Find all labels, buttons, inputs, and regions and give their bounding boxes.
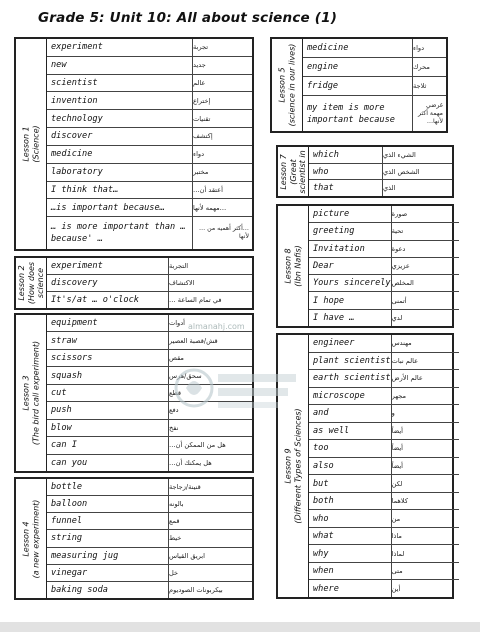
lesson-label-line: (Science): [31, 125, 40, 163]
english-word: squash: [51, 370, 83, 381]
vocab-row: [47, 548, 252, 565]
vocab-row: [47, 420, 252, 437]
english-word: engineer: [313, 338, 355, 349]
vocab-row: [47, 530, 252, 547]
vocab-row: [47, 367, 252, 384]
english-word: when: [313, 566, 334, 577]
english-word: cut: [51, 387, 67, 398]
lesson-label-line: Lesson 2: [16, 265, 26, 301]
lesson-2-table: [14, 256, 254, 310]
vocab-row: [309, 493, 459, 511]
vocab-row: [309, 180, 452, 196]
english-word: new: [51, 60, 67, 71]
vocab-row: [303, 58, 446, 77]
arabic-translation: من: [391, 510, 459, 527]
english-word: experiment: [51, 42, 103, 53]
arabic-translation: لكن: [391, 475, 459, 492]
lesson-label: [22, 341, 41, 445]
english-word: Yours sincerely: [313, 278, 391, 289]
vocab-row: [47, 217, 252, 249]
arabic-translation: تجربة: [192, 39, 252, 56]
english-word: Invitation: [313, 243, 365, 254]
vocab-row: [47, 350, 252, 367]
lesson-4-table: [14, 477, 254, 600]
vocab-row: [47, 164, 252, 182]
english-word: invention: [51, 95, 98, 106]
arabic-translation: غرضي مهمة أكثر لأنها…: [412, 96, 446, 131]
vocab-row: [47, 496, 252, 513]
arabic-translation: هل من الممكن أن…: [168, 437, 252, 453]
english-word: also: [313, 460, 334, 471]
vocab-row: [309, 241, 459, 258]
english-word: that: [313, 183, 334, 194]
arabic-translation: و: [391, 405, 459, 422]
arabic-translation: أيضاً: [391, 458, 459, 475]
vocab-row: [47, 182, 252, 200]
english-word: picture: [313, 209, 350, 220]
arabic-translation: ابريق القياس: [168, 548, 252, 564]
arabic-translation: مهندس: [391, 335, 459, 352]
arabic-translation: قطع: [168, 385, 252, 401]
english-word: I hope: [313, 295, 345, 306]
lesson-label: [17, 262, 46, 304]
arabic-translation: متى: [391, 563, 459, 580]
english-word: medicine: [51, 149, 93, 160]
english-word: can you: [51, 457, 88, 468]
arabic-translation: الاكتشاف: [168, 275, 252, 291]
lesson-label-line: (Different Types of Sciences): [293, 408, 302, 524]
arabic-translation: ثلاجة: [412, 77, 446, 95]
lesson-label-cell: [16, 39, 47, 249]
arabic-translation: الذي: [382, 180, 452, 196]
english-word: string: [51, 533, 83, 544]
vocab-row: [47, 455, 252, 471]
english-word: discover: [51, 131, 93, 142]
vocab-row: [309, 223, 459, 240]
lesson-7-table: [276, 145, 454, 198]
english-word: bottle: [51, 482, 83, 493]
vocab-row: [309, 335, 459, 353]
english-word: what: [313, 531, 334, 542]
vocab-row: [47, 110, 252, 128]
english-word: where: [313, 583, 339, 594]
lesson-label-line: Lesson 7: [278, 153, 288, 190]
arabic-translation: بالونه: [168, 496, 252, 512]
arabic-translation: دواء: [412, 39, 446, 57]
lesson-label-line: (The bird call experiment): [31, 340, 40, 446]
arabic-translation: الشيء الذي: [382, 147, 452, 163]
arabic-translation: عالم نبات: [391, 353, 459, 370]
english-word: straw: [51, 335, 77, 346]
english-word: who: [313, 166, 329, 177]
lesson-label-line: (science in our lives): [287, 43, 296, 127]
english-word: experiment: [51, 261, 103, 271]
english-word: scissors: [51, 353, 93, 364]
lesson-label: [284, 245, 303, 287]
vocab-row: [47, 258, 252, 275]
english-word: plant scientist: [313, 355, 391, 366]
vocab-row: [309, 258, 459, 275]
vocab-row: [47, 128, 252, 146]
english-word: engine: [307, 62, 339, 73]
arabic-translation: ماذا: [391, 528, 459, 545]
vocab-row: [309, 528, 459, 546]
lesson-label-cell: [272, 39, 303, 131]
vocab-rows: [309, 335, 459, 597]
english-word: microscope: [313, 390, 365, 401]
watermark-text: almanahj.com: [188, 322, 245, 331]
vocab-row: [309, 563, 459, 581]
english-word: earth scientist: [313, 373, 391, 384]
lesson-label: [22, 499, 41, 578]
footer-bar: [0, 622, 480, 632]
vocab-rows: [47, 39, 252, 249]
vocab-row: [309, 388, 459, 406]
vocab-row: [309, 405, 459, 423]
arabic-translation: أيضاً: [391, 423, 459, 440]
lesson-label-line: Lesson 1: [21, 126, 31, 162]
english-word: fridge: [307, 81, 339, 92]
arabic-translation: المخلص: [391, 275, 459, 291]
arabic-translation: هل يمكنك أن…: [168, 455, 252, 471]
lesson-label-line: Lesson 5: [277, 67, 287, 103]
vocab-row: [47, 275, 252, 292]
english-word: It's/at … o'clock: [51, 295, 139, 305]
arabic-translation: دعوة: [391, 241, 459, 257]
english-word: blow: [51, 422, 72, 433]
english-word: both: [313, 496, 334, 507]
vocab-row: [309, 206, 459, 223]
arabic-translation: دفع: [168, 402, 252, 418]
vocab-row: [47, 565, 252, 582]
arabic-translation: سحق/هرس: [168, 367, 252, 383]
english-word: my item is more important because: [307, 102, 395, 125]
arabic-translation: في تمام الساعة …: [168, 292, 252, 308]
arabic-translation: قمع: [168, 513, 252, 529]
arabic-translation: صورة: [391, 206, 459, 222]
english-word: which: [313, 149, 339, 160]
lesson-label-cell: [16, 315, 47, 471]
arabic-translation: نفخ: [168, 420, 252, 436]
vocab-row: [47, 292, 252, 308]
english-word: laboratory: [51, 167, 103, 178]
arabic-translation: جديد: [192, 57, 252, 74]
english-word: technology: [51, 113, 103, 124]
english-word: as well: [313, 425, 350, 436]
arabic-translation: قش/قصبة العصير: [168, 332, 252, 348]
arabic-translation: أتمنى: [391, 292, 459, 308]
arabic-translation: أين: [391, 580, 459, 597]
lesson-label-line: scientist in: [297, 149, 307, 194]
lesson-1-table: [14, 37, 254, 251]
arabic-translation: أعتقد أن…: [192, 182, 252, 199]
english-word: measuring jug: [51, 550, 119, 561]
vocab-row: [303, 39, 446, 58]
lesson-label-line: Lesson 4: [21, 520, 31, 557]
vocab-row: [309, 353, 459, 371]
vocab-row: [309, 423, 459, 441]
vocab-rows: [47, 479, 252, 598]
vocab-row: [47, 75, 252, 93]
arabic-translation: لماذا: [391, 545, 459, 562]
vocab-rows: [309, 206, 459, 326]
arabic-translation: …مهمه لأنها: [192, 199, 252, 216]
lesson-label-cell: [278, 206, 309, 326]
vocab-row: [47, 479, 252, 496]
lesson-3-table: [14, 313, 254, 473]
arabic-translation: خيط: [168, 530, 252, 546]
vocab-rows: [303, 39, 446, 131]
lesson-label-line: Lesson 3: [21, 375, 31, 411]
english-word: equipment: [51, 318, 98, 329]
vocab-row: [309, 370, 459, 388]
lesson-label-line: (How does: [26, 261, 36, 305]
english-word: and: [313, 408, 329, 419]
arabic-translation: دواء: [192, 146, 252, 163]
vocab-row: [47, 92, 252, 110]
english-word: I think that…: [51, 184, 119, 195]
english-word: why: [313, 548, 329, 559]
arabic-translation: أدوات: [168, 315, 252, 331]
vocab-rows: [47, 315, 252, 471]
english-word: scientist: [51, 78, 98, 89]
lesson-label-line: (Ibn Nafis): [293, 245, 302, 287]
vocab-row: [47, 385, 252, 402]
english-word: funnel: [51, 516, 83, 527]
vocab-rows: [47, 258, 252, 308]
english-word: …is important because…: [51, 202, 165, 213]
vocab-row: [47, 199, 252, 217]
arabic-translation: مقص: [168, 350, 252, 366]
page-title: Grade 5: Unit 10: All about science (1): [38, 10, 338, 26]
vocab-row: [309, 310, 459, 326]
vocab-row: [47, 146, 252, 164]
vocab-rows: [309, 147, 452, 196]
arabic-translation: كلاهما: [391, 493, 459, 510]
vocab-row: [47, 402, 252, 419]
vocab-row: [309, 292, 459, 309]
vocab-row: [309, 475, 459, 493]
vocab-row: [309, 164, 452, 181]
arabic-translation: قنينة/زجاجة: [168, 479, 252, 495]
arabic-translation: مختبر: [192, 164, 252, 181]
vocab-row: [309, 275, 459, 292]
english-word: Dear: [313, 260, 334, 271]
vocab-row: [47, 437, 252, 454]
vocab-row: [303, 77, 446, 96]
arabic-translation: الشخص الذي: [382, 164, 452, 180]
vocab-row: [303, 96, 446, 131]
lesson-label-line: science: [35, 267, 45, 299]
english-word: greeting: [313, 226, 355, 237]
arabic-translation: عزيزي: [391, 258, 459, 274]
vocab-row: [47, 582, 252, 598]
lesson-9-table: [276, 333, 454, 599]
arabic-translation: …أكثر أهميه من …لأنها: [192, 217, 252, 249]
vocab-row: [47, 57, 252, 75]
vocab-row: [47, 39, 252, 57]
arabic-translation: خل: [168, 565, 252, 581]
arabic-translation: تقنيات: [192, 110, 252, 127]
lesson-8-table: [276, 204, 454, 328]
english-word: too: [313, 443, 329, 454]
arabic-translation: عالم الأرض: [391, 370, 459, 387]
arabic-translation: عالم: [192, 75, 252, 92]
lesson-label-line: Lesson 8: [283, 248, 293, 284]
vocab-row: [309, 510, 459, 528]
english-word: but: [313, 478, 329, 489]
lesson-label-line: (a new experiment): [31, 499, 40, 578]
english-word: … is more important than … because' …: [51, 222, 186, 245]
english-word: balloon: [51, 499, 88, 510]
english-word: push: [51, 405, 72, 416]
arabic-translation: مجهر: [391, 388, 459, 405]
lesson-label-cell: [278, 147, 309, 196]
arabic-translation: تحية: [391, 223, 459, 239]
vocab-row: [309, 147, 452, 164]
english-word: I have …: [313, 312, 355, 323]
vocab-row: [309, 458, 459, 476]
vocab-row: [309, 580, 459, 597]
arabic-translation: أيضاً: [391, 440, 459, 457]
arabic-translation: لدي: [391, 310, 459, 326]
arabic-translation: بيكربونات الصوديوم: [168, 582, 252, 598]
lesson-label: [278, 44, 297, 127]
vocab-row: [47, 332, 252, 349]
english-word: discovery: [51, 278, 98, 288]
lesson-label-line: Lesson 9: [283, 448, 293, 484]
lesson-label-cell: [16, 479, 47, 598]
arabic-translation: إختراع: [192, 92, 252, 109]
vocab-row: [47, 513, 252, 530]
arabic-translation: محرك: [412, 58, 446, 76]
english-word: medicine: [307, 43, 349, 54]
lesson-5-table: [270, 37, 448, 133]
lesson-label-cell: [278, 335, 309, 597]
lesson-label: [284, 408, 303, 523]
arabic-translation: التجربة: [168, 258, 252, 274]
lesson-label: [279, 150, 308, 193]
english-word: baking soda: [51, 584, 108, 595]
english-word: who: [313, 513, 329, 524]
arabic-translation: إكتشف: [192, 128, 252, 145]
english-word: can I: [51, 440, 77, 451]
vocab-row: [309, 440, 459, 458]
lesson-label: [22, 125, 41, 162]
vocab-row: [309, 545, 459, 563]
lesson-label-cell: [16, 258, 47, 308]
lesson-label-line: (Great: [288, 158, 298, 185]
english-word: vinegar: [51, 567, 88, 578]
